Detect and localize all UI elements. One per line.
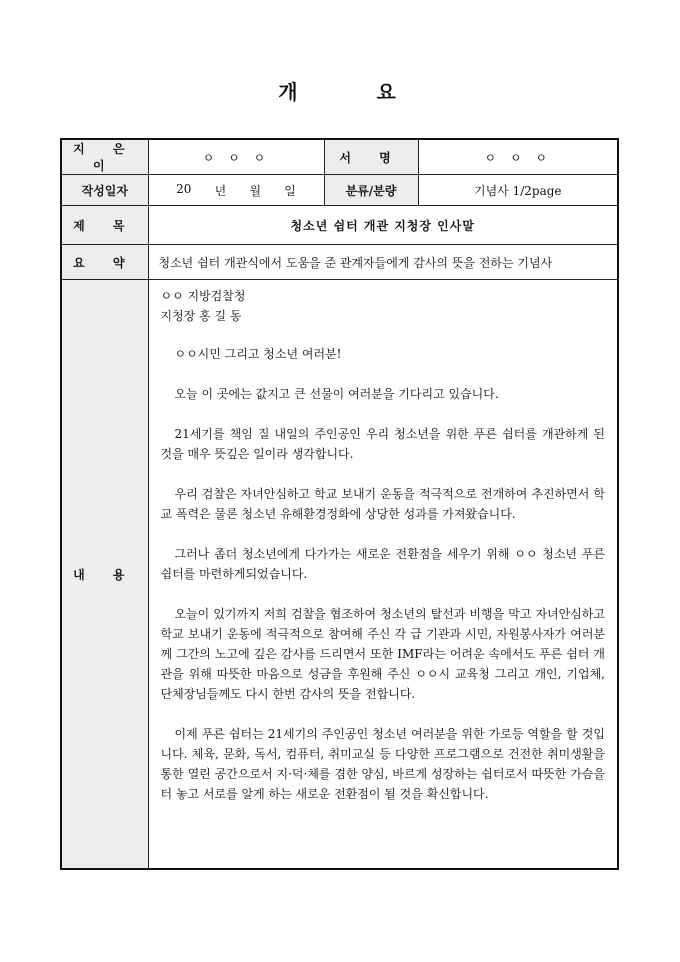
date-label: 작성일자 (61, 175, 148, 206)
category-label: 분류/분량 (324, 175, 418, 206)
date-value (148, 175, 324, 206)
summary-row (61, 245, 618, 280)
signature-label: 서 명 (324, 139, 418, 175)
signatory-office: ㅇㅇ 지방검찰청 (160, 289, 246, 303)
paragraph-3: 21세기를 책임 질 내일의 주인공인 우리 청소년을 위한 푸른 쉼터를 개관하게 된 것을 매우 뜻깊은 일이라 생각합니다. (160, 427, 605, 461)
signature-value: ㅇ ㅇ ㅇ (418, 139, 618, 175)
speaker-label: 지 은 이 (61, 139, 148, 175)
paragraph-greeting: ㅇㅇ시민 그리고 청소년 여러분! (174, 347, 342, 361)
paragraph-4: 우리 검찰은 자녀안심하고 학교 보내기 운동을 적극적으로 전개하여 추진하면서 학교 폭력은 물론 청소년 유해환경정화에 상당한 성과를 가져왔습니다. (160, 487, 605, 521)
content-body (148, 280, 618, 870)
overview-form-table (60, 138, 619, 870)
subject-row (61, 206, 618, 245)
subject-value: 청소년 쉼터 개관 지청장 인사말 (148, 206, 618, 245)
paragraph-5: 그러나 좀더 청소년에게 다가가는 새로운 전환점을 세우기 위해 ㅇㅇ 청소년 푸른 쉼터를 마련하게되었습니다. (160, 547, 605, 581)
author-row (61, 139, 618, 175)
paragraph-7: 이제 푸른 쉼터는 21세기의 주인공인 청소년 여러분을 위한 가로등 역할을 할 것입니다. 체육, 문화, 독서, 컴퓨터, 취미교실 등 다양한 프로그램으로 건전한 취미생활을 통한 열린 공간으로서 지·덕·체를 겸한 양심, 바르게 성장하는 쉼터로서 따뜻한 가슴을 터 놓고 서로를 알게 하는 새로운 전환점이 될 것을 확신합니다. (160, 727, 605, 801)
category-value: 기념사 1/2page (418, 175, 618, 206)
paragraph-6: 오늘이 있기까지 저희 검찰을 협조하여 청소년의 탈선과 비행을 막고 자녀안심하고 학교 보내기 운동에 적극적으로 참여해 주신 각 급 기관과 시민, 자원봉사자가 여러분께 그간의 노고에 깊은 감사를 드리면서 또한 IMF라는 어려운 속에서도 푸른 쉼터 개관을 위해 따뜻한 마음으로 성금을 후원해 주신 ㅇㅇ시 교육청 그리고 개인, 기업체, 단체장님들께도 다시 한번 감사의 뜻을 전합니다. (160, 607, 605, 701)
document-title: 개 요 (278, 80, 432, 104)
summary-label: 요 약 (61, 245, 148, 280)
date-month-unit: 월 (249, 183, 262, 198)
date-year-unit: 년 (214, 183, 227, 198)
content-label: 내 용 (61, 280, 148, 870)
content-row (61, 280, 618, 870)
subject-label: 제 목 (61, 206, 148, 245)
signatory-name: 지청장 홍 길 동 (160, 309, 242, 323)
date-row (61, 175, 618, 206)
summary-value: 청소년 쉼터 개관식에서 도움을 준 관계자들에게 감사의 뜻을 전하는 기념사 (148, 245, 618, 280)
date-year: 20 (176, 181, 192, 196)
date-day-unit: 일 (284, 183, 296, 198)
speaker-value: ㅇ ㅇ ㅇ (148, 139, 324, 175)
paragraph-2: 오늘 이 곳에는 값지고 큰 선물이 여러분을 기다리고 있습니다. (174, 387, 499, 401)
